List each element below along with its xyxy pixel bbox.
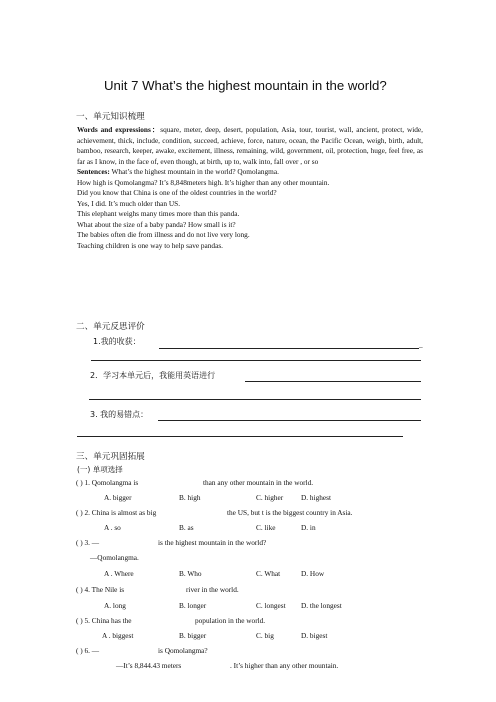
question-3-answer: —Qomolangma. [90, 553, 139, 562]
gains-answer-line[interactable] [159, 348, 419, 349]
q5-option-d[interactable]: D. bigest [301, 631, 328, 640]
q3-option-b[interactable]: B. Who [179, 569, 202, 578]
mistakes-answer-line-2[interactable] [77, 436, 403, 437]
gains-label: 1.我的收获： [93, 337, 141, 346]
mistakes-answer-line[interactable] [158, 420, 421, 421]
question-4-text: river in the world. [186, 585, 239, 594]
q1-option-a[interactable]: A. bigger [104, 493, 132, 502]
q4-option-a[interactable]: A. long [104, 601, 126, 610]
section1-heading: 一、单元知识梳理 [76, 112, 145, 122]
sentence-line [77, 167, 423, 178]
q3-option-c[interactable]: C. What [256, 569, 281, 578]
sentence-line: The babies often die from illness and do not live very long. [77, 230, 250, 239]
question-6-stem: ( ) 6. — [76, 646, 100, 655]
sentences-label: Sentences: [77, 167, 110, 176]
question-1-stem: ( ) 1. Qomolangma is [76, 478, 139, 487]
gains-line-end: _ [419, 340, 423, 349]
skills-label: 2．学习本单元后，我能用英语进行 [90, 371, 216, 380]
words-paragraph [77, 125, 423, 167]
q5-option-a[interactable]: A . biggest [102, 631, 134, 640]
question-3-stem: ( ) 3. — [76, 538, 100, 547]
sentence-line: Yes, I did. It’s much older than US. [77, 198, 181, 208]
q4-option-d[interactable]: D. the longest [301, 601, 342, 610]
multiple-choice-subheading: (一) 单项选择 [77, 465, 123, 474]
question-2-stem: ( ) 2. China is almost as big [76, 508, 157, 517]
page-title: Unit 7 What’s the highest mountain in the world? [104, 78, 387, 93]
q2-option-b[interactable]: B. as [179, 523, 194, 532]
q1-option-b[interactable]: B. high [179, 493, 201, 502]
q5-option-b[interactable]: B. bigger [179, 631, 207, 640]
knowledge-block [77, 125, 423, 251]
q2-option-c[interactable]: C. like [256, 523, 276, 532]
question-5-stem: ( ) 5. China has the [76, 616, 132, 625]
words-label: Words and expressions： [77, 125, 161, 134]
question-4-stem: ( ) 4. The Nile is [76, 585, 125, 594]
question-6-answer-tail: . It’s higher than any other mountain. [230, 661, 339, 670]
question-6-answer: —It’s 8,844.43 meters [116, 661, 182, 670]
q4-option-c[interactable]: C. longest [256, 601, 286, 610]
q5-option-c[interactable]: C. big [256, 631, 274, 640]
q2-option-a[interactable]: A . so [104, 523, 121, 532]
mistakes-label: 3. 我的易错点： [90, 410, 149, 419]
section2-heading: 二、单元反思评价 [76, 322, 145, 332]
q1-option-c[interactable]: C. higher [256, 493, 284, 502]
sentence-line: Teaching children is one way to help save pandas. [77, 240, 223, 250]
question-1-text: than any other mountain in the world. [203, 478, 314, 487]
sentence-line: How high is Qomolangma? It’s 8,848meters high. It’s higher than any other mountain. [77, 177, 330, 187]
question-2-text: the US, but t is the biggest country in Asia. [227, 508, 353, 517]
skills-answer-line[interactable] [245, 381, 421, 382]
words-text: square, meter, deep, desert, population, Asia, tour, tourist, wall, ancient, protect, wide, achievement, thick, include, condition, succeed, achieve, force, nature, ocean, the Pacific Ocean, weigh, birth, adult, bamboo, research, keeper, awake, excitement, illness, remaining, wild, government, oil, protection, huge, feel free, as far as I know, in the face of, even though, at birth, up to, walk into, fall over , or so [77, 125, 423, 166]
sentence-line: This elephant weighs many times more than this panda. [77, 209, 240, 218]
q1-option-d[interactable]: D. highest [301, 493, 331, 502]
sentence-line: Did you know that China is one of the oldest countries in the world? [77, 188, 277, 197]
question-5-text: population in the world. [195, 616, 266, 625]
q4-option-b[interactable]: B. longer [179, 601, 207, 610]
q3-option-a[interactable]: A . Where [104, 569, 134, 578]
question-6-text: is Qomolangma? [158, 646, 208, 655]
sentence-text: What’s the highest mountain in the world? Qomolangma. [109, 167, 279, 176]
gains-answer-line-2[interactable] [91, 360, 421, 361]
q3-option-d[interactable]: D. How [301, 569, 325, 578]
sentence-line: What about the size of a baby panda? How small is it? [77, 219, 236, 229]
question-3-text: is the highest mountain in the world? [158, 538, 267, 547]
section3-heading: 三、单元巩固拓展 [76, 452, 145, 462]
skills-answer-line-2[interactable] [89, 399, 421, 400]
q2-option-d[interactable]: D. in [301, 523, 316, 532]
